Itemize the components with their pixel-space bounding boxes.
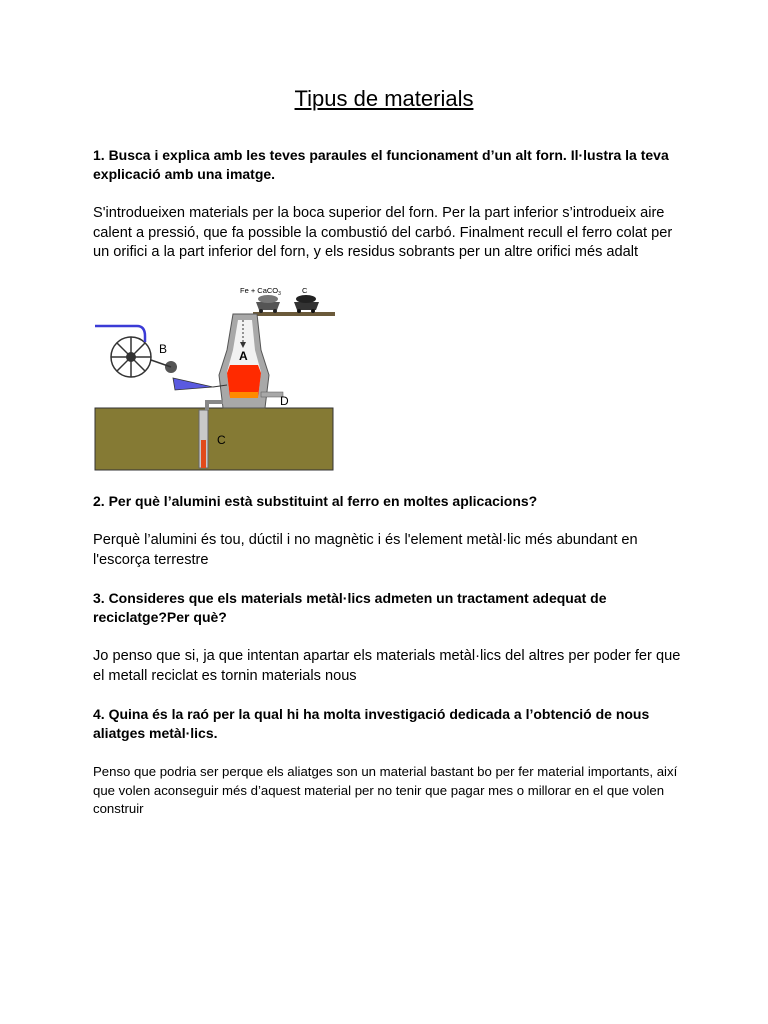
question-1: 1. Busca i explica amb les teves paraules el funcionament d’un alt forn. Il·lustra la teva explicació amb una imatge. [93, 147, 669, 182]
question-3: 3. Consideres que els materials metàl·lics admeten un tractament adequat de reciclatge?Per què? [93, 590, 607, 625]
cart-right [294, 295, 319, 313]
air-wheel [111, 337, 151, 377]
blast-furnace-diagram [93, 280, 338, 475]
rail [253, 312, 335, 316]
tap-metal [201, 440, 206, 468]
label-b: B [159, 342, 168, 356]
page-title: Tipus de materials [294, 86, 474, 111]
ground [95, 408, 333, 470]
blast-furnace-figure [93, 280, 338, 475]
cart-left [256, 295, 280, 313]
answer-4: Penso que podria ser perque els aliatges son un material bastant bo per fer material importants, així que volen aconseguir més d’aquest material per no tenir que pagar mes o millorar en el que volen construir [93, 764, 678, 816]
question-2: 2. Per què l’alumini està substituint al ferro en moltes aplicacions? [93, 493, 538, 509]
bellows [173, 378, 213, 390]
label-d: D [280, 394, 289, 408]
answer-2: Perquè l’alumini és tou, dúctil i no magnètic i és l'element metàl·lic més abundant en l'escorça terrestre [93, 532, 638, 568]
answer-3: Jo penso que si, ja que intentan apartar els materials metàl·lics del altres per poder fer que el metall reciclat es tornin materials nous [93, 648, 681, 684]
answer-1: S'introdueixen materials per la boca superior del forn. Per la part inferior s’introdueix aire calent a pressió, que fa possible la combustió del carbó. Finalment recull el ferro colat per un orifici a la part inferior del forn, y els residus sobrants per un altre orifici més adalt [93, 205, 673, 260]
label-fe-caco3: Fe + CaCO$_3$ [240, 286, 281, 297]
label-a: A [239, 349, 248, 363]
molten-bottom [230, 392, 258, 398]
question-4: 4. Quina és la raó per la qual hi ha molta investigació dedicada a l’obtenció de nous aliatges metàl·lics. [93, 706, 650, 741]
label-c: C [217, 433, 226, 447]
label-c-top: C [302, 286, 308, 295]
